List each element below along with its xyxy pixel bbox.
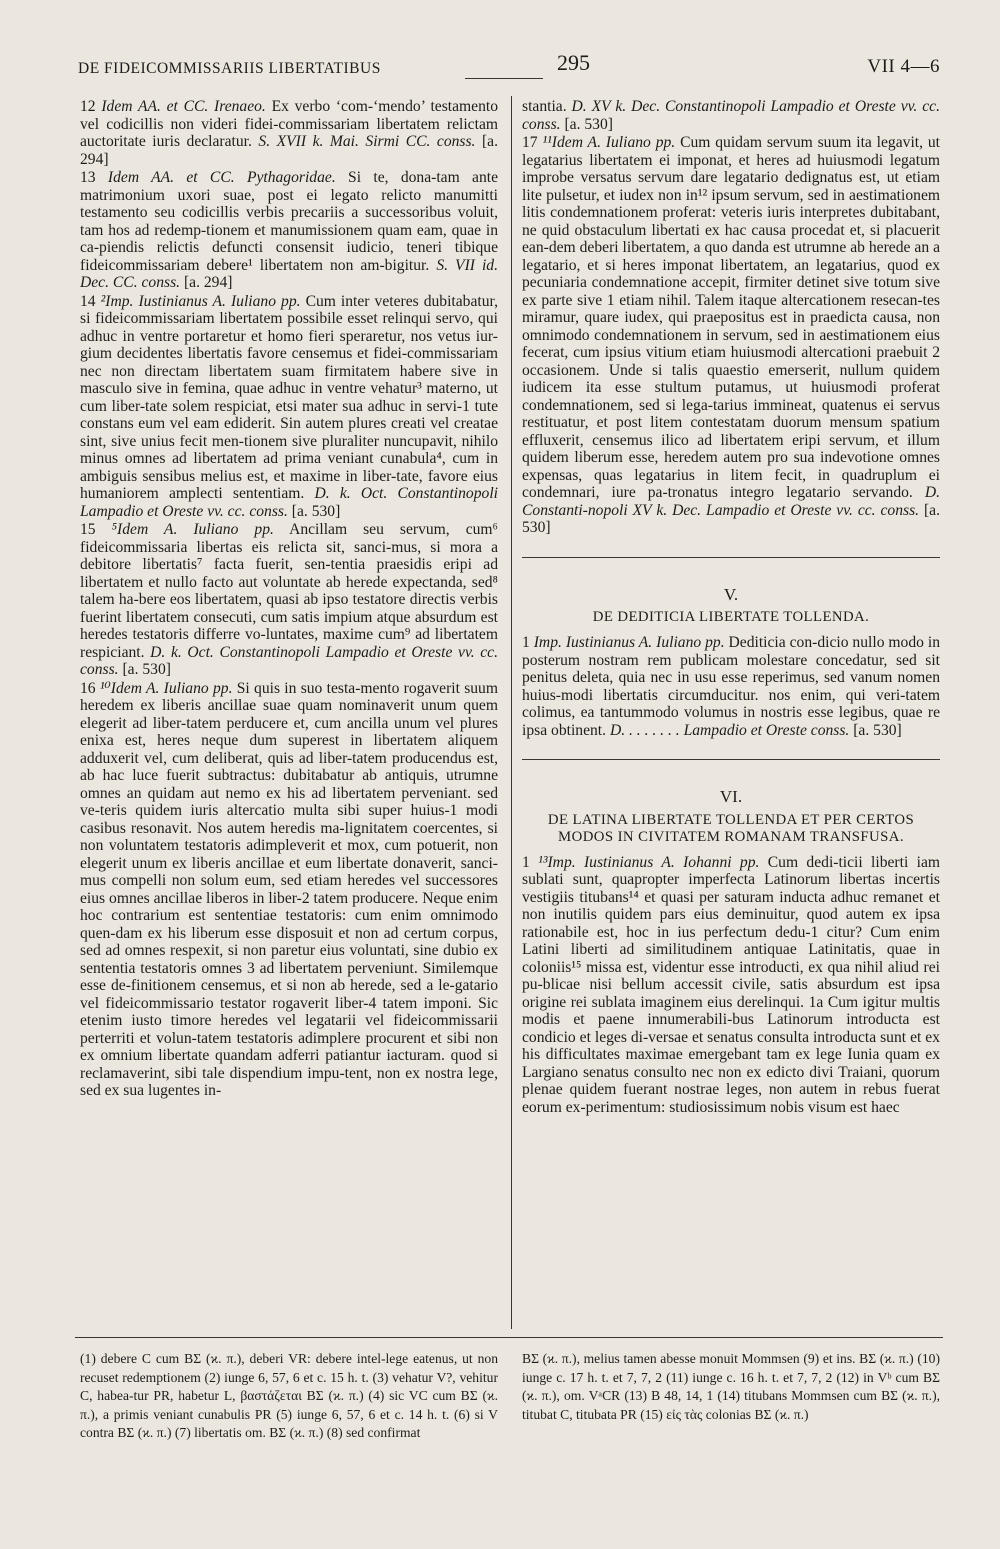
paragraph-heading: ¹³Imp. Iustinianus A. Iohanni pp. (538, 853, 760, 871)
paragraph-number: 1 (522, 853, 530, 871)
footnotes-left: (1) debere C cum BΣ (ϰ. π.), deberi VR: debere intel-lege eatenus, ut non recuset redemptionem (2) iunge 6, 57, 6 et c. 15 h. t. (3) vehatur V?, vehitur C, habea-tur PR, habetur L, βαστάζεται BΣ (ϰ. π.) (4) sic VC cum BΣ (ϰ. π.), a primis veniant cunabulis PR (5) iunge 6, 57, 6 et c. 14 h. t. (6) si V contra BΣ (ϰ. π.) (7) libertatis om. BΣ (ϰ. π.) (8) sed confirmat (80, 1351, 498, 1441)
section-reference: VII 4—6 (867, 56, 940, 77)
paragraph-number: 16 (80, 679, 96, 697)
paragraph-year-ref: [a. 530] (291, 502, 341, 520)
section-title: DE DEDITICIA LIBERTATE TOLLENDA. (592, 609, 870, 625)
law-paragraph (522, 854, 940, 1117)
law-paragraph (80, 680, 498, 1100)
section-title: DE LATINA LIBERTATE TOLLENDA ET PER CERTOS MODOS IN CIVITATEM ROMANAM TRANSFUSA. (547, 811, 915, 845)
paragraph-date: D. k. Oct. Constantinopoli Lampadio et Oreste vv. cc. conss. (80, 485, 498, 520)
paragraph-year-ref: [a. 530] (522, 501, 940, 536)
page-number-underline (465, 78, 543, 79)
paragraph-number: 14 (80, 292, 96, 310)
paragraph-year-ref: [a. 530] (564, 115, 613, 133)
law-paragraph (80, 293, 498, 521)
section-number: VI. (719, 787, 743, 806)
paragraph-number: 12 (80, 98, 96, 115)
paragraph-date: S. XVII k. Mai. Sirmi CC. conss. (258, 133, 476, 150)
running-title: DE FIDEICOMMISSARIIS LIBERTATIBUS (78, 60, 381, 77)
paragraph-text: Cum dedi-ticii liberti iam sublati sunt, quapropter imperfecta Latinorum libertas incertis vestigiis titubans¹⁴ et quasi per saturam inducta adhuc remanet et non inutilis quidem pars eius deminuitur, quod autem ex ipsa rationabile est, hoc in ius perfectum dedu-1 citur? Cum enim Latini liberti ad similitudinem antiquae Latinitatis, quae in coloniis¹⁵ missa est, videntur esse introducti, ex qua nihil aliud rei pu-blicae nisi bellum accessit civile, satis absurdum est ipsa origine rei sublata imaginem eius derelinqui. 1a Cum igitur multis modis et paene innumerabili-bus Latinorum introducta est condicio et leges di-versae et senatus consulta introducta sunt et ex his difficultates maximae emergebant tam ex lege Iunia quam ex Largiano senatus consulto nec non ex edicto divi Traiani, quorum plenae quidem fuerant nostrae leges, non autem in rebus fuerat eorum ex-perimentum: studiosissimum nobis visum est haec (522, 853, 941, 1116)
section-divider (522, 759, 940, 760)
right-column (522, 98, 940, 1117)
paragraph-text: Cum quidam servum suum ita legavit, ut legatarius libertatem ei imponat, et heres ad huiusmodi legatum improbe versatus servum dare legatario dedignatus est, ut etiam lite pulsetur, et iudex non in¹² ipsum servum, sed in aestimationem litis condemnationem proferat: veteris iuris interpretes dubitabant, ne quid obstaculum libertati ex hac causa procedat et, si placuerit ean-dem deberi libertatem, a quo danda est utrumne ab herede an a legatario, et si heres imponat libertatem, an legatarius, quod ex pecuniaria condemnatione accepit, firmiter detinet sive totum sive ex parte sive 1 etiam nihil. Talem itaque altercationem resecan-tes miramur, quare iudex, qui praepositus est in praedicta causa, non omnimodo condemnationem in servum, sed in aestimationem eius fecerat, cum ipsius vitium etiam huiusmodi altercationi praebuit 2 occasionem. Unde si talis quaestio emerserit, nullum quidem iudicem ita esse stultum putamus, ut huiusmodi proferat condemnationem, sed si lega-tarius immineat, quatenus ei servus restituatur, et post litem contestatam duorum mensum spatium effluxerit, censemus ilico ad libertatem eripi servum, et illum quidem liberum esse, heredem autem pro sua indevotione omnes expensas, quas legatarius in litem fecit, in quadruplum ei condemnari, iure pa-tronatus integro legatario servando. (522, 134, 940, 501)
law-paragraph-continuation (522, 98, 940, 133)
paragraph-text: Si te, dona-tam ante matrimonium uxori suae, post ei legato relicto manumitti testamento seu codicillis verbis precariis a successoribus voluit, tam hos ad redemp-tionem et manumissionem quam eam, quae in ca-piendis relictis defuncti consensit iudicio, teneri tibique fideicommissariam debere¹ libertatem non am-bigitur. (80, 169, 498, 274)
paragraph-date: D. k. Oct. Constantinopoli Lampadio et Oreste vv. cc. conss. (80, 643, 498, 678)
paragraph-year-ref: [a. 294] (80, 133, 498, 168)
paragraph-number: 1 (522, 634, 530, 651)
paragraph-date: D. . . . . . . . Lampadio et Oreste conss. (609, 721, 850, 739)
section-number: V. (723, 584, 739, 604)
paragraph-heading: Idem AA. et CC. Irenaeo. (101, 98, 266, 115)
law-paragraph (80, 169, 498, 292)
paragraph-text: Ex verbo ‘com-‘mendo’ testamento vel codicillis non videri fidei-commissariam libertatem relictam auctoritate iuris declaratur. (80, 98, 499, 150)
paragraph-year-ref: [a. 530] (122, 661, 171, 678)
paragraph-text: stantia. (522, 98, 567, 115)
paragraph-text: Cum inter veteres dubitabatur, si fideicommissariam libertatem possibile esset relinqui servo, qui adhuc in ventre portaretur et homo fieri speraretur, nos vetus iur-gium decidentes libertatis favore censemus et fidei-commissariam nec non directam libertatem suam firmitatem habere sive in masculo sive in femina, quae adhuc in ventre vehatur³ materno, ut cum liber-tate solem respiciat, etsi mater sua adhuc in servi-1 tute constans eum vel eam ediderit. Sin autem plures creati vel creatae sint, sive unius fecit men-tionem sive pluraliter nuncupavit, nihilo minus omnes ad libertatem ad prima veniant cunabula⁴, cum in ambiguis sensibus melius est, et maxime in liber-tate, favore eius humaniorem amplecti sententiam. (80, 292, 498, 502)
section-divider (522, 557, 940, 558)
paragraph-text: Dediticia con-dicio nullo modo in posterum nostram rem publicam molestare concedatur, sed sit penitus deleta, quia nec in usu esse reperimus, sed vanum nomen huius-modi libertatis circumducitur. nos enim, qui veri-tatem colimus, ea tantummodo volumus in nostris esse legibus, quae re ipsa obtinent. (522, 634, 940, 739)
paragraph-date: D. XV k. Dec. Constantinopoli Lampadio et Oreste vv. cc. conss. (522, 98, 940, 133)
law-paragraph (80, 521, 498, 679)
running-header (70, 50, 940, 80)
paragraph-number: 17 (522, 134, 538, 151)
paragraph-text: Si quis in suo testa-mento rogaverit suum heredem ex liberis ancillae suae quam nominaverit unum quem elegerit ad liber-tatem perducere et, cum ancilla unum vel plures enixa est, heres neque dum superest in libertatem aliquem adduxerit vel, cum deliberat, quis ad liber-tatem producendus est, ab hac luce fuerit subtractus: dubitabatur ab antiquis, utrumne omnes an quidam aut nemo ex his ad libertatem perveniant. sed ve-teris quidem iuris altercatio multa sibi super huius-1 modi casibus resonavit. Nos autem heredis ma-lignitatem coercentes, si non voluntatem testatoris adimpleverit et mox, cum potuerit, non elegerit unum ex liberis ancillae et eum libertate donaverit, sanci-mus compelli non solum eum, sed etiam heredes vel successores eius omnes ancillae liberos in liber-2 tatem producere. Neque enim hoc contrarium est sententiae testatoris: cum enim omnimodo quen-dam ex his liberum esse disposuit et non ad certum corpus, sed ad omnes respexit, si non paretur eius voluntati, sine dubio ex sententia testatoris omnes 3 ad libertatem perveniunt. Similemque esse de-finitionem censemus, et si non ab herede, sed a le-gatario vel fideicommissario testator rogaverit liber-4 tatem imponi. Sic etenim iusto timore heredes vel legatarii vel fideicommissarii perterriti et volun-tatem testatoris adimplere procurent et sibi non ex omnium libertate quandam adferri patiantur iacturam. quod si reclamaverint, sibi tale dispendium impu-tent, non ex nostra lege, sed ex sua lugentes in- (80, 679, 498, 1099)
law-paragraph (80, 98, 498, 168)
column-divider (511, 96, 512, 1329)
footnotes-right: BΣ (ϰ. π.), melius tamen abesse monuit Mommsen (9) et ins. BΣ (ϰ. π.) (10) iunge c. 17 h. t. et 7, 7, 2 (11) iunge c. 16 h. t. et 7, 7, 2 (12) in Vᵇ cum BΣ (ϰ. π.), om. VᵃCR (13) B 48, 14, 1 (14) titubans Mommsen cum BΣ (ϰ. π.), titubat C, titubata PR (15) εἰς τὰς colonias BΣ (ϰ. π.) (522, 1351, 940, 1422)
page-number: 295 (557, 50, 590, 75)
paragraph-heading: Idem AA. et CC. Pythagoridae. (107, 169, 336, 186)
paragraph-heading: ¹¹Idem A. Iuliano pp. (542, 134, 676, 151)
paragraph-date: D. Constanti-nopoli XV k. Dec. Lampadio et Oreste vv. cc. conss. (522, 484, 941, 519)
paragraph-number: 15 (80, 521, 96, 538)
paragraph-number: 13 (80, 169, 96, 186)
paragraph-heading: ¹⁰Idem A. Iuliano pp. (99, 679, 233, 697)
footnote-divider (75, 1337, 943, 1338)
paragraph-text: Ancillam seu servum, cum⁶ fideicommissaria libertas eis relicta sit, sanci-mus, si mora a debitore libertatis⁷ facta fuerit, sen-tentia praesidis eripi ad libertatem et nullo facto aut voluntate ab herede expectanda, sed⁸ talem ha-bere eos libertatem, quasi ab ipso testatore directis verbis fuerint libertatem consecuti, cum satis impium atque absurdum est heredes testatoris differre vo-luntates, maxime cum⁹ ad libertatem respiciant. (80, 521, 498, 661)
law-paragraph (522, 634, 940, 739)
paragraph-heading: Imp. Iustinianus A. Iuliano pp. (533, 634, 725, 651)
paragraph-heading: ²Imp. Iustinianus A. Iuliano pp. (100, 292, 301, 310)
left-column (80, 98, 498, 1101)
paragraph-heading: ⁵Idem A. Iuliano pp. (111, 521, 274, 538)
paragraph-date: S. VII id. Dec. CC. conss. (80, 256, 499, 291)
paragraph-year-ref: [a. 294] (183, 274, 233, 291)
law-paragraph (522, 134, 940, 537)
paragraph-year-ref: [a. 530] (853, 721, 902, 739)
